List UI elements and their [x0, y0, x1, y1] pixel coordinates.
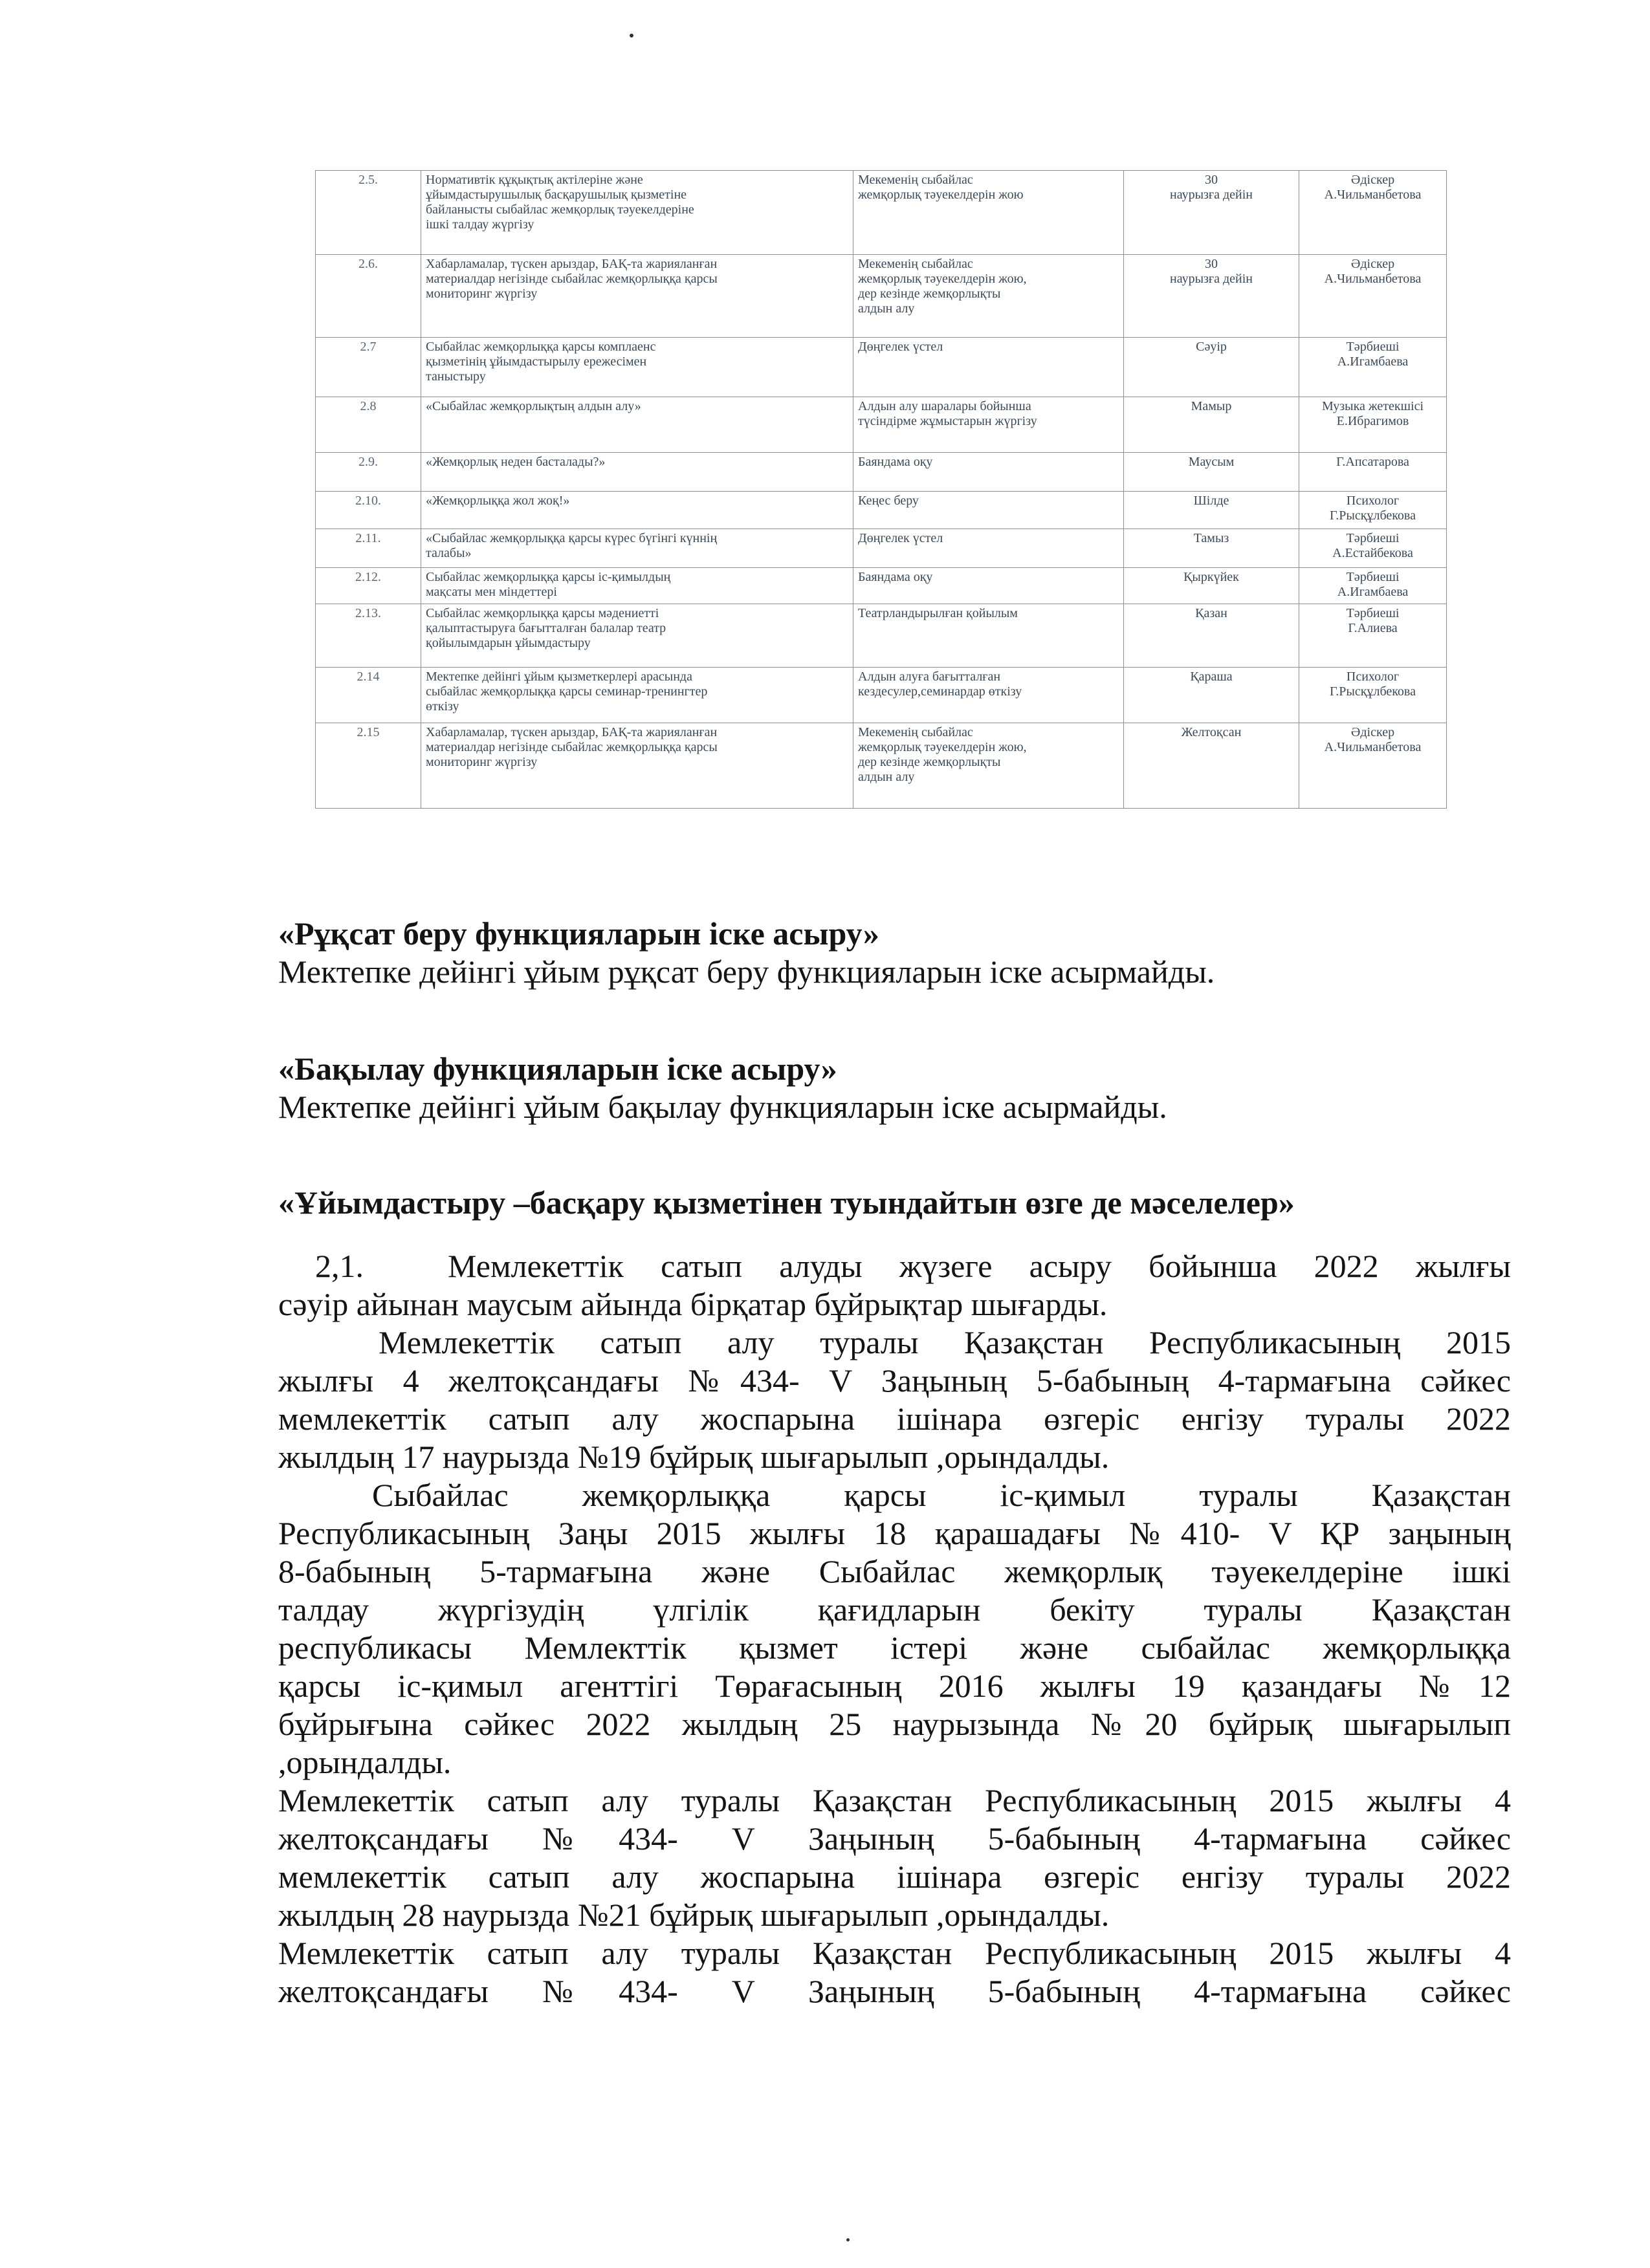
responsible-cell-text: А.Естайбекова [1332, 546, 1413, 560]
form-cell-text: жемқорлық тәуекелдерін жою, [858, 740, 1027, 754]
responsible-cell-text: Г.Апсатарова [1336, 455, 1409, 469]
responsible-cell [1299, 723, 1447, 809]
paragraph-line: желтоқсандағы №434- V Заңының 5-бабының 4-тармағына сәйкес [278, 1973, 1511, 2009]
activity-cell-text: Сыбайлас жемқорлыққа қарсы мәдениетті [426, 606, 659, 620]
row-number [316, 568, 421, 604]
responsible-cell-text: А.Чильманбетова [1324, 272, 1422, 286]
form-cell [853, 568, 1124, 604]
responsible-cell [1299, 529, 1447, 568]
date-cell [1124, 723, 1299, 809]
row-number-text: 2.8 [360, 399, 377, 413]
form-cell-text: Мекеменің сыбайлас [858, 173, 973, 187]
activity-cell [421, 171, 853, 255]
paragraph-line: бұйрығына сәйкес 2022 жылдың 25 наурызында №20 бұйрық шығарылып [278, 1706, 1511, 1742]
permit-section [278, 915, 1511, 991]
table-row [316, 529, 1447, 568]
activity-cell-text: материалдар негізінде сыбайлас жемқорлыққа қарсы [426, 740, 718, 754]
permit-text: Мектепке дейінгі ұйым рұқсат беру функцияларын іске асырмайды. [278, 954, 1215, 990]
activity-cell-text: мониторинг жүргізу [426, 755, 538, 769]
activity-cell-text: қалыптастыруға бағытталған балалар театр [426, 621, 666, 635]
date-cell-text: Маусым [1188, 455, 1235, 469]
activity-cell [421, 568, 853, 604]
activity-cell-text: таныстыру [426, 369, 486, 384]
form-cell [853, 453, 1124, 492]
date-cell [1124, 171, 1299, 255]
paragraph-line: Республикасының Заңы 2015 жылғы 18 қарашадағы №410- V ҚР заңының [278, 1515, 1511, 1551]
control-section [278, 1050, 1511, 1126]
activity-cell [421, 492, 853, 529]
form-cell-text: Дөңгелек үстел [858, 340, 943, 354]
form-cell-text: дер кезінде жемқорлықты [858, 755, 1001, 769]
form-cell-text: Алдын алуға бағытталған [858, 670, 1001, 684]
form-cell-text: түсіндірме жұмыстарын жүргізу [858, 414, 1037, 428]
activity-cell-text: «Жемқорлыққа жол жоқ!» [426, 494, 570, 508]
row-number [316, 255, 421, 338]
activity-cell-text: қызметінің ұйымдастырылу ережесімен [426, 354, 647, 369]
form-cell [853, 171, 1124, 255]
form-cell-text: дер кезінде жемқорлықты [858, 287, 1001, 301]
responsible-cell [1299, 255, 1447, 338]
activity-cell-text: материалдар негізінде сыбайлас жемқорлыққа қарсы [426, 272, 718, 286]
row-number [316, 453, 421, 492]
form-cell-text: Дөңгелек үстел [858, 531, 943, 545]
form-cell-text: жемқорлық тәуекелдерін жою, [858, 272, 1027, 286]
paragraph-line: қарсы іс-қимыл агенттігі Төрағасының 2016 жылғы 19 қазандағы №12 [278, 1668, 1511, 1704]
date-cell-text: Қыркүйек [1183, 570, 1239, 584]
activity-cell-text: мониторинг жүргізу [426, 287, 538, 301]
form-cell-text: Театрландырылған қойылым [858, 606, 1018, 620]
paragraph-line: Мемлекеттік сатып алу туралы Қазақстан Республикасының 2015 жылғы 4 [278, 1782, 1511, 1818]
form-cell-text: алдын алу [858, 770, 915, 784]
activity-cell-text: талабы» [426, 546, 472, 560]
responsible-cell-text: Психолог [1346, 670, 1400, 684]
row-number-text: 2.13. [355, 606, 381, 620]
row-number [316, 492, 421, 529]
table-row [316, 568, 1447, 604]
date-cell [1124, 338, 1299, 397]
row-number [316, 668, 421, 723]
responsible-cell [1299, 453, 1447, 492]
responsible-cell-text: Әдіскер [1350, 257, 1395, 271]
date-cell [1124, 529, 1299, 568]
paragraph-number: 2,1. [315, 1248, 364, 1284]
activity-cell-text: қойылымдарын ұйымдастыру [426, 636, 591, 650]
table-row [316, 397, 1447, 453]
paragraph-line: мемлекеттік сатып алу жоспарына ішінара өзгеріс енгізу туралы 2022 [278, 1859, 1511, 1895]
date-cell-text: 30 [1205, 173, 1218, 187]
responsible-cell [1299, 668, 1447, 723]
activity-cell-text: Нормативтік құқықтық актілеріне және [426, 173, 643, 187]
paragraph-line: жылғы 4 желтоқсандағы №434- V Заңының 5-бабының 4-тармағына сәйкес [278, 1362, 1511, 1399]
date-cell-text: наурызға дейін [1170, 272, 1253, 286]
date-cell [1124, 453, 1299, 492]
paragraph-line: 2,1. Мемлекеттік сатып алуды жүзеге асыру бойынша 2022 жылғы [315, 1248, 1511, 1284]
paragraph-line: республикасы Мемлекттік қызмет істері және сыбайлас жемқорлыққа [278, 1630, 1511, 1666]
body-text [278, 1247, 1511, 2011]
activity-cell [421, 397, 853, 453]
other-heading: «Ұйымдастыру –басқару қызметінен туындайтын өзге де мәселелер» [278, 1184, 1295, 1221]
form-cell-text: Баяндама оқу [858, 455, 933, 469]
row-number-text: 2.15 [357, 725, 380, 739]
paragraph-line: 8-бабының 5-тармағына және Сыбайлас жемқорлық тәуекелдеріне ішкі [278, 1553, 1511, 1589]
responsible-cell-text: А.Игамбаева [1337, 354, 1409, 369]
activity-cell-text: «Сыбайлас жемқорлықтың алдын алу» [426, 399, 641, 413]
control-heading: «Бақылау функцияларын іске асыру» [278, 1051, 837, 1087]
responsible-cell [1299, 171, 1447, 255]
activity-cell [421, 453, 853, 492]
activity-cell [421, 668, 853, 723]
activity-cell-text: Сыбайлас жемқорлыққа қарсы комплаенс [426, 340, 656, 354]
activity-cell-text: ұйымдастырушылық басқарушылық қызметіне [426, 188, 687, 202]
row-number-text: 2.9. [358, 455, 378, 469]
table-row [316, 668, 1447, 723]
activity-cell-text: Мектепке дейінгі ұйым қызметкерлері арасында [426, 670, 692, 684]
paragraph-line: мемлекеттік сатып алу жоспарына ішінара өзгеріс енгізу туралы 2022 [278, 1401, 1511, 1437]
table-row [316, 453, 1447, 492]
form-cell-text: алдын алу [858, 301, 915, 316]
responsible-cell-text: Г.Рысқұлбекова [1330, 684, 1416, 699]
table-row [316, 255, 1447, 338]
date-cell-text: Тамыз [1193, 531, 1229, 545]
form-cell [853, 492, 1124, 529]
form-cell-text: кездесулер,семинардар өткізу [858, 684, 1022, 699]
other-section [278, 1184, 1511, 1222]
responsible-cell-text: Г.Рысқұлбекова [1330, 508, 1416, 523]
responsible-cell-text: Әдіскер [1350, 173, 1395, 187]
row-number-text: 2.6. [358, 257, 378, 271]
responsible-cell-text: А.Игамбаева [1337, 585, 1409, 599]
date-cell-text: Шілде [1193, 494, 1229, 508]
table-row [316, 492, 1447, 529]
table-row [316, 338, 1447, 397]
row-number [316, 171, 421, 255]
responsible-cell-text: Тәрбиеші [1346, 606, 1400, 620]
date-cell-text: Мамыр [1191, 399, 1232, 413]
table-row [316, 604, 1447, 668]
row-number-text: 2.7 [360, 340, 377, 354]
paragraph-line: Сыбайлас жемқорлыққа қарсы іс-қимыл туралы Қазақстан [372, 1477, 1511, 1513]
table-row [316, 723, 1447, 809]
paragraph-line: талдау жүргізудің үлгілік қағидларын бекіту туралы Қазақстан [278, 1591, 1511, 1628]
table-row [316, 171, 1447, 255]
paragraph-line: желтоқсандағы №434- V Заңының 5-бабының 4-тармағына сәйкес [278, 1820, 1511, 1857]
scan-speck [846, 2238, 850, 2241]
activity-cell-text: Сыбайлас жемқорлыққа қарсы іс-қимылдың [426, 570, 671, 584]
row-number [316, 397, 421, 453]
row-number [316, 604, 421, 668]
activity-cell [421, 338, 853, 397]
date-cell-text: наурызға дейін [1170, 188, 1253, 202]
date-cell [1124, 604, 1299, 668]
date-cell [1124, 492, 1299, 529]
responsible-cell-text: Е.Ибрагимов [1336, 414, 1409, 428]
row-number-text: 2.10. [355, 494, 381, 508]
form-cell [853, 338, 1124, 397]
row-number [316, 338, 421, 397]
activity-cell-text: байланысты сыбайлас жемқорлық тәуекелдеріне [426, 202, 694, 217]
responsible-cell-text: А.Чильманбетова [1324, 188, 1422, 202]
form-cell-text: Алдын алу шаралары бойынша [858, 399, 1031, 413]
activity-cell-text: «Сыбайлас жемқорлыққа қарсы күрес бүгінгі күннің [426, 531, 718, 545]
activity-cell-text: «Жемқорлық неден басталады?» [426, 455, 606, 469]
form-cell [853, 668, 1124, 723]
row-number [316, 529, 421, 568]
date-cell-text: 30 [1205, 257, 1218, 271]
row-number-text: 2.5. [358, 173, 378, 187]
responsible-cell-text: Г.Алиева [1348, 621, 1398, 635]
responsible-cell [1299, 492, 1447, 529]
responsible-cell [1299, 338, 1447, 397]
paragraph-line: сәуір айынан маусым айында бірқатар бұйрықтар шығарды. [278, 1286, 1108, 1322]
responsible-cell-text: Тәрбиеші [1346, 531, 1400, 545]
activity-cell-text: ішкі талдау жүргізу [426, 217, 534, 232]
date-cell-text: Қазан [1195, 606, 1227, 620]
activity-cell-text: Хабарламалар, түскен арыздар, БАҚ-та жарияланған [426, 725, 718, 739]
paragraph-line: Мемлекеттік сатып алу туралы Қазақстан Республикасының 2015 жылғы 4 [278, 1935, 1511, 1971]
form-cell [853, 255, 1124, 338]
row-number-text: 2.11. [355, 531, 381, 545]
activity-cell-text: өткізу [426, 699, 459, 714]
responsible-cell-text: Музыка жетекшісі [1321, 399, 1424, 413]
activity-cell [421, 255, 853, 338]
date-cell [1124, 255, 1299, 338]
form-cell-text: Мекеменің сыбайлас [858, 725, 973, 739]
responsible-cell-text: Тәрбиеші [1346, 340, 1400, 354]
date-cell [1124, 397, 1299, 453]
responsible-cell-text: Психолог [1346, 494, 1400, 508]
paragraph-line: Мемлекеттік сатып алу туралы Қазақстан Республикасының 2015 [379, 1324, 1511, 1360]
form-cell-text: жемқорлық тәуекелдерін жою [858, 188, 1024, 202]
activity-cell [421, 604, 853, 668]
activity-cell-text: Хабарламалар, түскен арыздар, БАҚ-та жарияланған [426, 257, 718, 271]
control-text: Мектепке дейінгі ұйым бақылау функцияларын іске асырмайды. [278, 1089, 1167, 1125]
form-cell-text: Баяндама оқу [858, 570, 933, 584]
responsible-cell [1299, 604, 1447, 668]
activity-cell [421, 723, 853, 809]
form-cell [853, 529, 1124, 568]
responsible-cell [1299, 397, 1447, 453]
form-cell-text: Мекеменің сыбайлас [858, 257, 973, 271]
date-cell-text: Сәуір [1196, 340, 1227, 354]
responsible-cell-text: Әдіскер [1350, 725, 1395, 739]
activity-cell-text: сыбайлас жемқорлыққа қарсы семинар-тренингтер [426, 684, 708, 699]
responsible-cell-text: А.Чильманбетова [1324, 740, 1422, 754]
date-cell [1124, 668, 1299, 723]
date-cell [1124, 568, 1299, 604]
form-cell [853, 723, 1124, 809]
date-cell-text: Қараша [1190, 670, 1233, 684]
form-cell [853, 397, 1124, 453]
responsible-cell [1299, 568, 1447, 604]
form-cell-text: Кеңес беру [858, 494, 919, 508]
row-number-text: 2.14 [357, 670, 380, 684]
paragraph-line: ,орындалды. [278, 1744, 452, 1780]
activity-cell [421, 529, 853, 568]
paragraph-line: жылдың 28 наурызда №21 бұйрық шығарылып ,орындалды. [278, 1897, 1110, 1933]
measures-table [315, 170, 1447, 809]
permit-heading: «Рұқсат беру функцияларын іске асыру» [278, 915, 879, 952]
paragraph-line: жылдың 17 наурызда №19 бұйрық шығарылып ,орындалды. [278, 1439, 1110, 1475]
responsible-cell-text: Тәрбиеші [1346, 570, 1400, 584]
row-number-text: 2.12. [355, 570, 381, 584]
scan-speck [630, 34, 633, 38]
row-number [316, 723, 421, 809]
activity-cell-text: мақсаты мен міндеттері [426, 585, 557, 599]
form-cell [853, 604, 1124, 668]
measures-table-body [316, 171, 1447, 809]
date-cell-text: Желтоқсан [1181, 725, 1242, 739]
